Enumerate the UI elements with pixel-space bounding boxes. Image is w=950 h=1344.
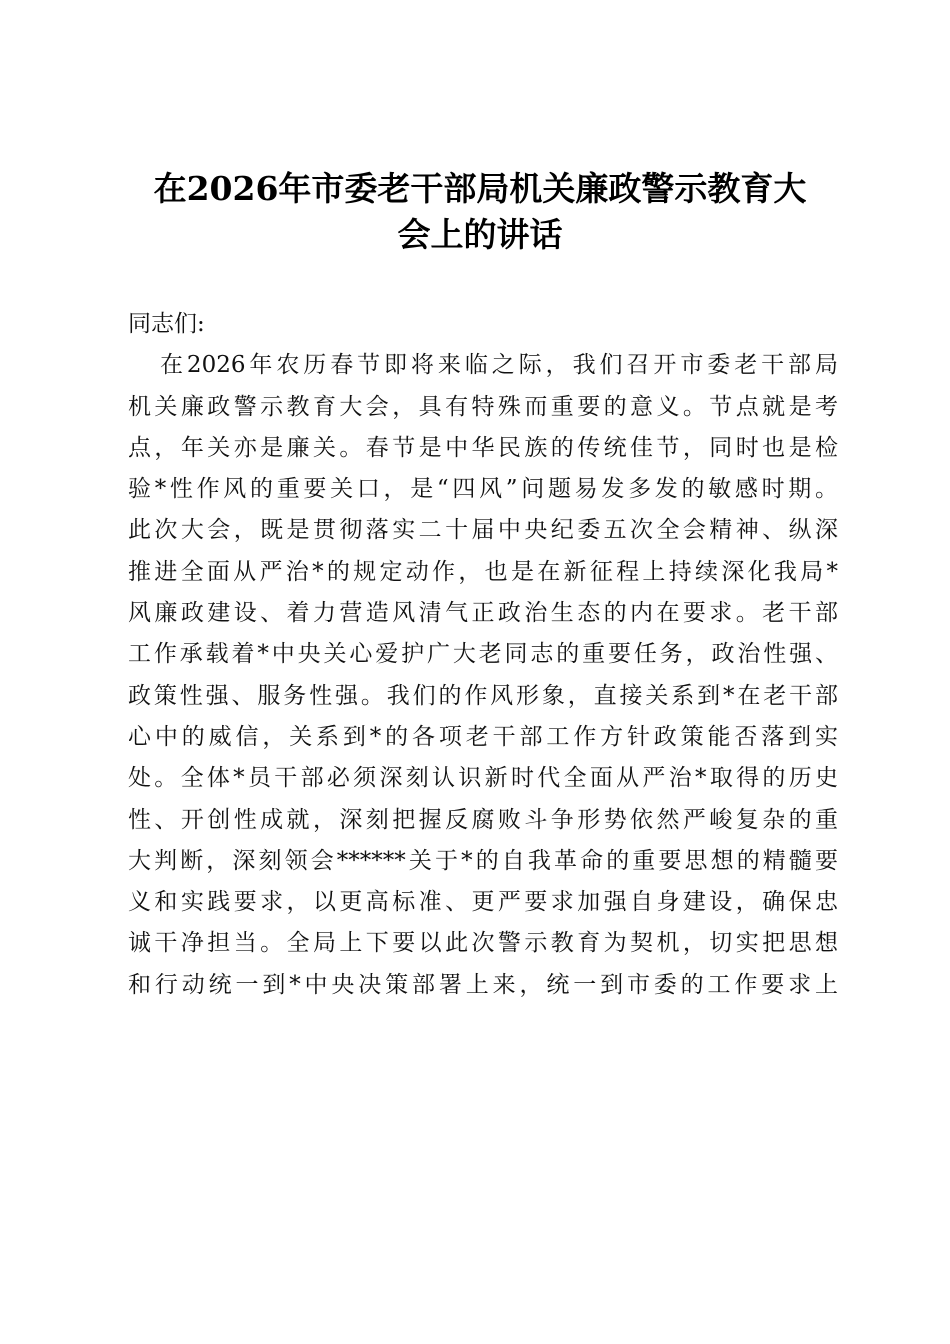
- paragraph-line-7: 风廉政建设、着力营造风清气正政治生态的内在要求。老干部: [128, 600, 838, 627]
- title-line-2: 会上的讲话: [397, 215, 563, 254]
- paragraph-line-13: 大判断，深刻领会******关于*的自我革命的重要思想的精髓要: [128, 847, 838, 874]
- paragraph-line-8: 工作承载着*中央关心爱护广大老同志的重要任务，政治性强、: [128, 641, 838, 668]
- paragraph-line-9: 政策性强、服务性强。我们的作风形象，直接关系到*在老干部: [128, 682, 838, 709]
- document-body: [128, 304, 838, 1006]
- paragraph-line-10: 心中的威信，关系到*的各项老干部工作方针政策能否落到实: [128, 723, 838, 750]
- paragraph-line-6: 推进全面从严治*的规定动作，也是在新征程上持续深化我局*: [128, 558, 838, 585]
- paragraph-line-5: 此次大会，既是贯彻落实二十届中央纪委五次全会精神、纵深: [128, 517, 838, 544]
- document-title: [130, 166, 830, 258]
- paragraph-line-12: 性、开创性成就，深刻把握反腐败斗争形势依然严峻复杂的重: [128, 806, 838, 833]
- paragraph-line-14: 义和实践要求，以更高标准、更严要求加强自身建设，确保忠: [128, 889, 838, 916]
- paragraph-line-4: 验*性作风的重要关口，是“四风”问题易发多发的敏感时期。: [128, 476, 838, 503]
- title-line-1: 在2026年市委老干部局机关廉政警示教育大: [153, 169, 807, 208]
- paragraph-line-3: 点，年关亦是廉关。春节是中华民族的传统佳节，同时也是检: [128, 434, 838, 461]
- paragraph-line-2: 机关廉政警示教育大会，具有特殊而重要的意义。节点就是考: [128, 393, 838, 420]
- paragraph-line-1: 在2026年农历春节即将来临之际，我们召开市委老干部局: [160, 352, 838, 379]
- salutation: 同志们:: [128, 311, 205, 337]
- paragraph-line-15: 诚干净担当。全局上下要以此次警示教育为契机，切实把思想: [128, 930, 838, 957]
- paragraph-line-11: 处。全体*员干部必须深刻认识新时代全面从严治*取得的历史: [128, 765, 838, 792]
- paragraph-line-16: 和行动统一到*中央决策部署上来，统一到市委的工作要求上: [128, 971, 838, 998]
